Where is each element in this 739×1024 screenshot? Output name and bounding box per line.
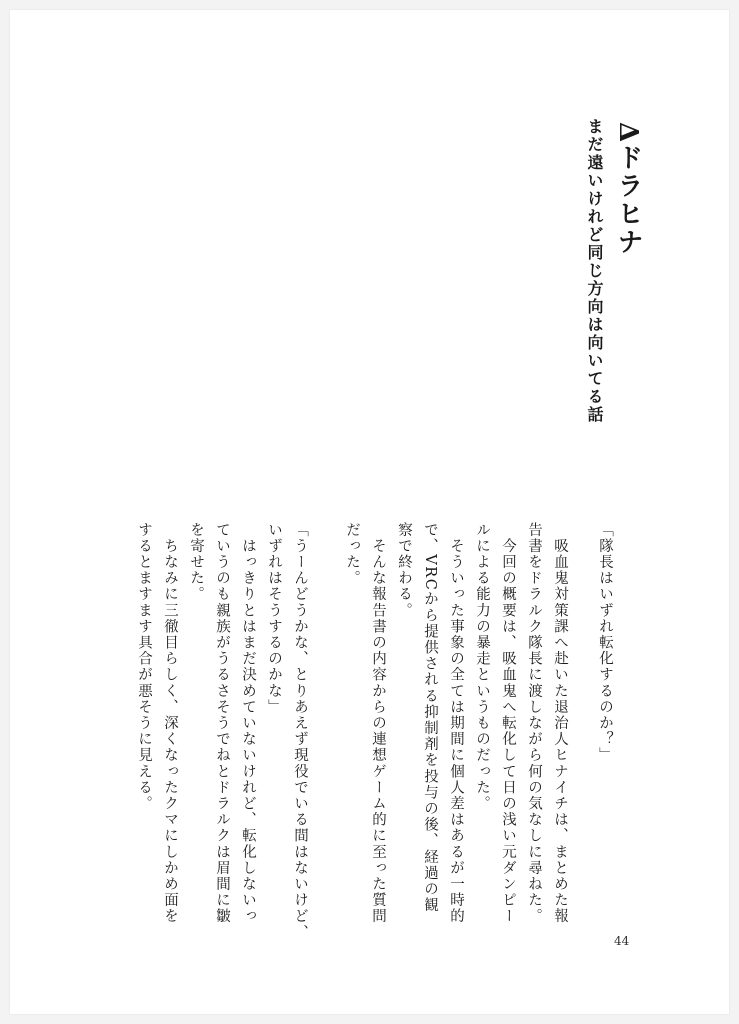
text-column-17: ちなみに三徹目らしく、深くなったクマにしかめ面を <box>162 522 178 925</box>
text-column-5: ルによる能力の暴走というものだった。 <box>474 522 490 812</box>
text-column-13: いずれはそうするのかな」 <box>266 522 282 716</box>
book-page <box>10 10 729 1014</box>
text-column-18: するとますます具合が悪そうに見える。 <box>136 522 152 812</box>
page-number: 44 <box>614 934 630 948</box>
text-column-15: ていうのも親族がうるさそうでねとドラルクは眉間に皺 <box>214 522 230 925</box>
text-column-10: だった。 <box>344 522 360 587</box>
chapter-subtitle: まだ遠いけれど同じ方向は向いてる話 <box>585 118 604 424</box>
text-column-8: 察で終わる。 <box>396 522 412 619</box>
text-column-14: はっきりとはまだ決めていないけれど、転化しないっ <box>240 522 256 925</box>
text-column-3: 告書をドラルク隊長に渡しながら何の気なしに尋ねた。 <box>526 522 542 925</box>
text-column-2: 吸血鬼対策課へ赴いた退治人ヒナイチは、まとめた報 <box>552 522 568 925</box>
text-column-1: 「隊長はいずれ転化するのか？」 <box>597 522 613 764</box>
text-column-16: を寄せた。 <box>188 522 204 603</box>
text-column-4: 今回の概要は、吸血鬼へ転化して日の浅い元ダンピー <box>500 522 516 925</box>
text-column-12: 「うーんどうかな、とりあえず現役でいる間はないけど、 <box>292 522 308 941</box>
text-column-7: で、VRCから提供される抑制剤を投与の後、経過の観 <box>422 522 438 914</box>
chapter-title: Δドラヒナ <box>613 122 643 257</box>
text-column-9: そんな報告書の内容からの連想ゲーム的に至った質問 <box>370 522 386 925</box>
text-column-6: そういった事象の全ては期間に個人差はあるが一時的 <box>448 522 464 925</box>
